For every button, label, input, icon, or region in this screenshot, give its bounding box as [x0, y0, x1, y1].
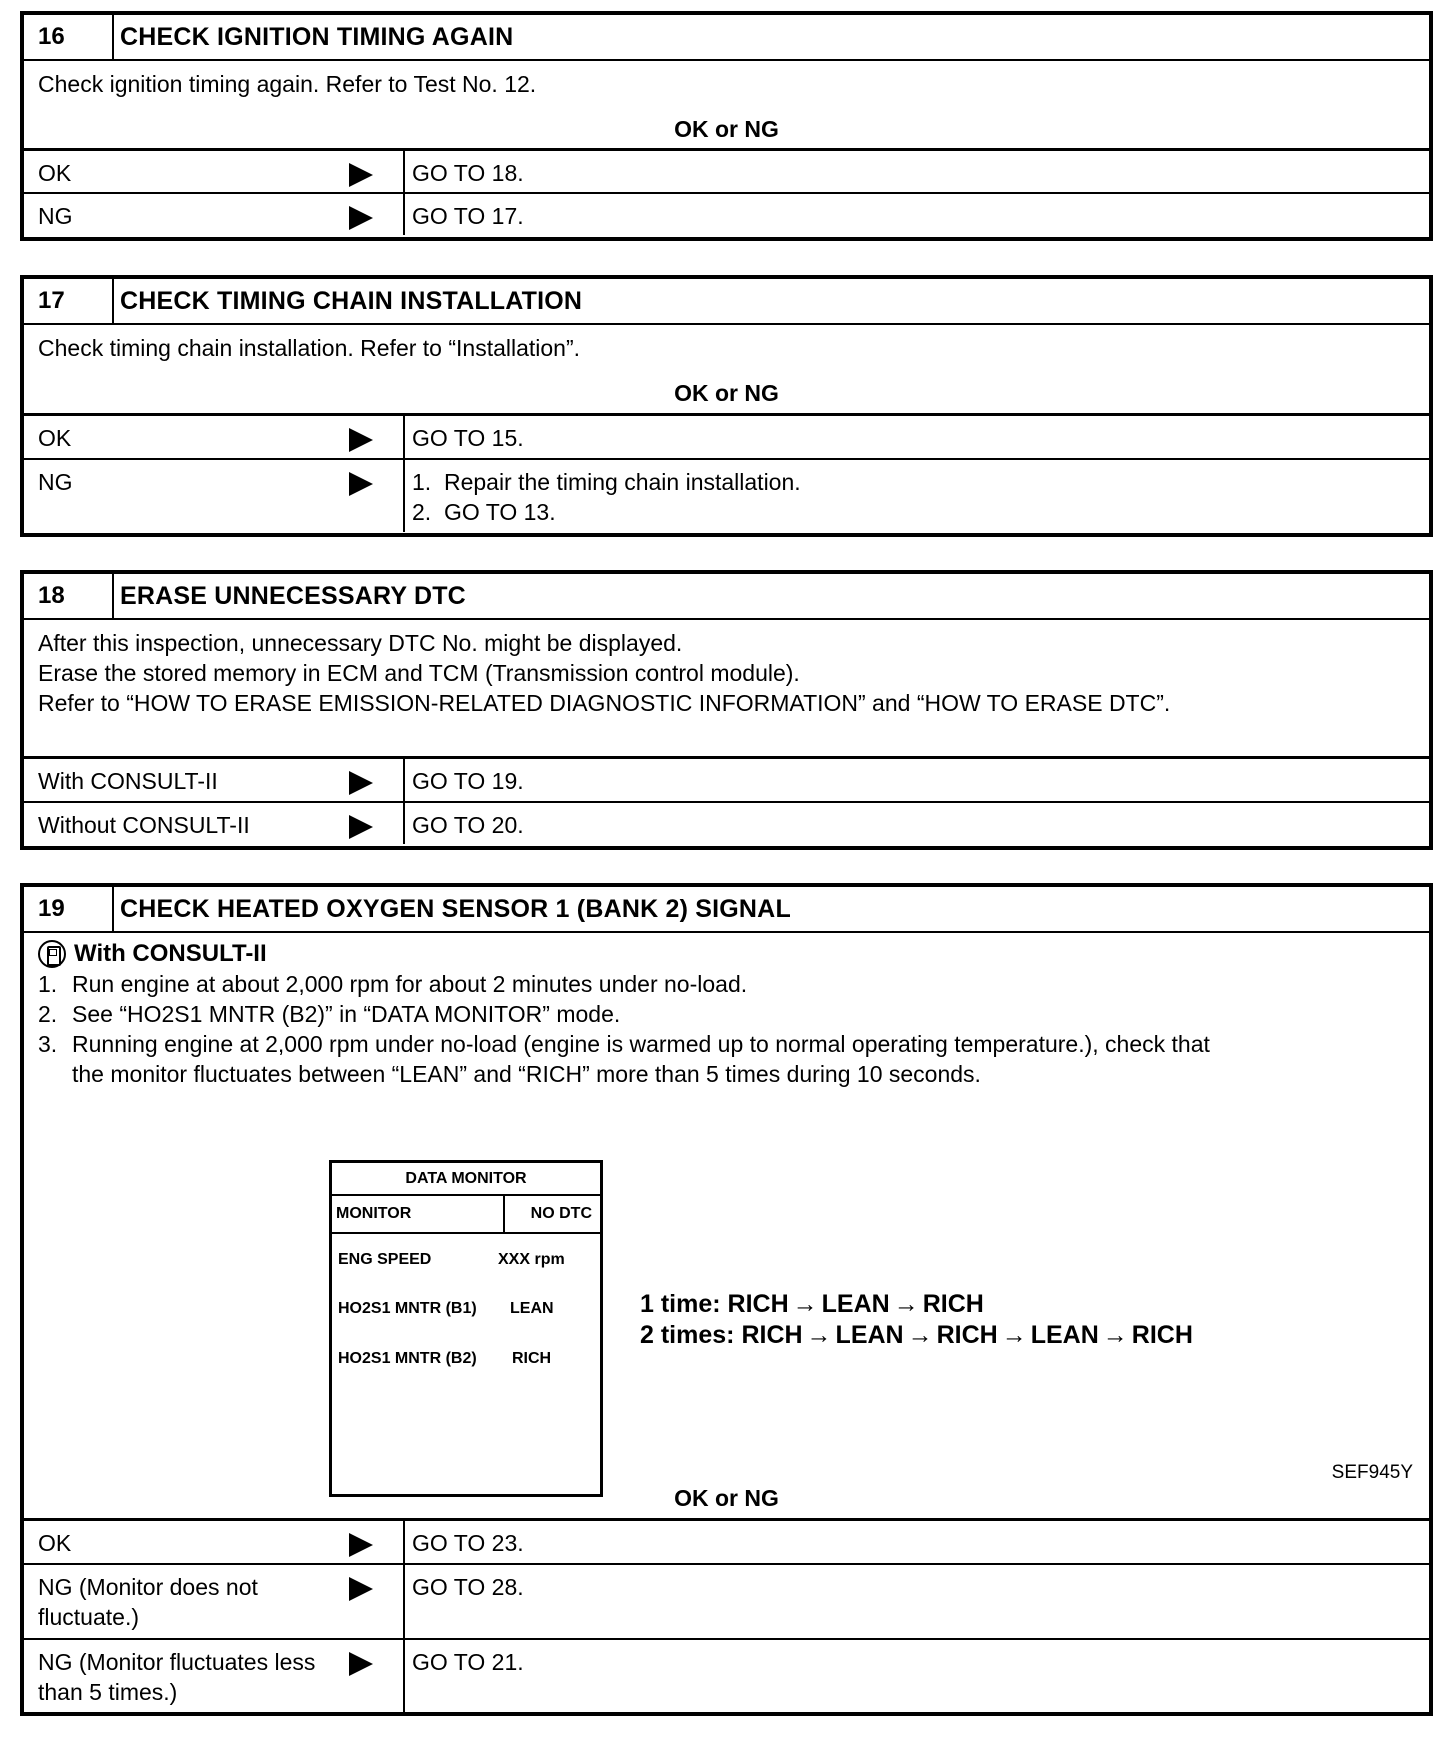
instruction-item	[38, 1029, 1415, 1089]
cycle-label: 2 times:	[640, 1321, 735, 1349]
right-arrow-icon: →	[907, 1321, 933, 1349]
monitor-item-value: RICH	[512, 1350, 552, 1367]
cycle-example-1	[640, 1289, 984, 1320]
instruction-text: After this inspection, unnecessary DTC No. might be displayed.	[38, 630, 683, 656]
data-monitor-header	[332, 1196, 600, 1234]
option-condition: NG (Monitor does not fluctuate.)	[38, 1574, 258, 1630]
right-arrow-icon: →	[1001, 1321, 1027, 1349]
option-row-ng[interactable]	[24, 458, 1429, 532]
play-arrow-icon	[349, 771, 373, 795]
option-row-ng-no-fluctuation[interactable]	[24, 1563, 1429, 1638]
option-result[interactable]: GO TO 17.	[412, 203, 524, 229]
right-arrow-icon: →	[893, 1290, 919, 1318]
step-18	[20, 570, 1433, 850]
play-arrow-icon	[349, 1652, 373, 1676]
instruction-item	[38, 999, 1415, 1029]
dtc-status-label: NO DTC	[530, 1205, 592, 1222]
step-number: 18	[24, 574, 114, 618]
monitor-column-label: MONITOR	[332, 1196, 505, 1232]
right-arrow-icon: →	[792, 1290, 818, 1318]
option-row-ok[interactable]	[24, 1518, 1429, 1563]
step-header	[24, 15, 1429, 61]
option-row-ng[interactable]	[24, 192, 1429, 235]
state: RICH	[727, 1290, 789, 1318]
instruction-item	[38, 969, 1415, 999]
instruction-text: Check ignition timing again. Refer to Test No. 12.	[38, 71, 537, 97]
option-condition: OK	[38, 425, 72, 451]
right-arrow-icon: →	[806, 1321, 832, 1349]
cycle-example-2	[640, 1320, 1193, 1351]
instruction-text: Refer to “HOW TO ERASE EMISSION-RELATED DIAGNOSTIC INFORMATION” and “HOW TO ERASE DTC”.	[38, 690, 1171, 716]
step-16	[20, 11, 1433, 241]
option-result[interactable]: GO TO 15.	[412, 425, 524, 451]
option-row-without-consult[interactable]	[24, 801, 1429, 844]
instruction-text: Erase the stored memory in ECM and TCM (Transmission control module).	[38, 660, 800, 686]
option-result[interactable]: GO TO 20.	[412, 812, 524, 838]
monitor-item-label: ENG SPEED	[338, 1251, 432, 1268]
option-row-ok[interactable]	[24, 148, 1429, 192]
step-body	[24, 933, 1429, 1518]
result-line: 1. Repair the timing chain installation.	[412, 469, 801, 495]
step-body	[24, 325, 1429, 413]
play-arrow-icon	[349, 1533, 373, 1557]
item-text: Run engine at about 2,000 rpm for about 2 minutes under no-load.	[72, 971, 748, 997]
ok-or-ng-label: OK or NG	[674, 1485, 779, 1511]
step-title: ERASE UNNECESSARY DTC	[120, 582, 466, 610]
monitor-item-label: HO2S1 MNTR (B2)	[338, 1350, 477, 1367]
option-condition: With CONSULT-II	[38, 768, 218, 794]
play-arrow-icon	[349, 472, 373, 496]
step-title: CHECK TIMING CHAIN INSTALLATION	[120, 287, 583, 315]
ok-or-ng-label: OK or NG	[674, 116, 779, 142]
figure-id: SEF945Y	[1331, 1462, 1413, 1483]
option-result[interactable]: GO TO 19.	[412, 768, 524, 794]
option-condition: NG	[38, 469, 73, 495]
step-17	[20, 275, 1433, 537]
state: LEAN	[1030, 1321, 1099, 1349]
monitor-row	[338, 1294, 554, 1324]
state: LEAN	[835, 1321, 904, 1349]
step-body	[24, 620, 1429, 756]
play-arrow-icon	[349, 815, 373, 839]
state: LEAN	[821, 1290, 890, 1318]
option-row-ng-few-fluctuations[interactable]	[24, 1638, 1429, 1714]
step-header	[24, 887, 1429, 933]
option-condition: OK	[38, 1530, 72, 1556]
step-number: 17	[24, 279, 114, 323]
option-result[interactable]	[405, 460, 1429, 532]
data-monitor-title: DATA MONITOR	[332, 1163, 600, 1196]
step-title: CHECK HEATED OXYGEN SENSOR 1 (BANK 2) SIGNAL	[120, 895, 791, 923]
step-number: 16	[24, 15, 114, 59]
step-body	[24, 61, 1429, 148]
state: RICH	[1131, 1321, 1193, 1349]
ok-or-ng-label: OK or NG	[674, 380, 779, 406]
right-arrow-icon: →	[1102, 1321, 1128, 1349]
item-number: 2.	[38, 1001, 58, 1027]
option-row-with-consult[interactable]	[24, 756, 1429, 801]
option-result[interactable]: GO TO 18.	[412, 160, 524, 186]
step-title: CHECK IGNITION TIMING AGAIN	[120, 23, 514, 51]
step-header	[24, 279, 1429, 325]
option-condition: NG	[38, 203, 73, 229]
monitor-row	[338, 1245, 565, 1275]
option-condition: NG (Monitor fluctuates less than 5 times.)	[38, 1649, 316, 1705]
instruction-text: Check timing chain installation. Refer to “Installation”.	[38, 335, 581, 361]
consult-heading-text: With CONSULT-II	[74, 940, 267, 967]
play-arrow-icon	[349, 163, 373, 187]
consult-tester-icon	[38, 940, 66, 968]
step-19	[20, 883, 1433, 1716]
item-number: 1.	[38, 971, 58, 997]
consult-heading	[38, 939, 1415, 969]
play-arrow-icon	[349, 206, 373, 230]
monitor-item-value: XXX rpm	[498, 1251, 565, 1268]
play-arrow-icon	[349, 1577, 373, 1601]
instruction-list	[38, 969, 1415, 1089]
option-row-ok[interactable]	[24, 413, 1429, 458]
cycle-label: 1 time:	[640, 1290, 721, 1318]
state: RICH	[936, 1321, 998, 1349]
result-line: 2. GO TO 13.	[412, 499, 556, 525]
option-result[interactable]: GO TO 28.	[412, 1574, 524, 1600]
play-arrow-icon	[349, 428, 373, 452]
monitor-row	[338, 1344, 552, 1374]
monitor-item-label: HO2S1 MNTR (B1)	[338, 1300, 477, 1317]
state: RICH	[922, 1290, 984, 1318]
data-monitor-screen	[329, 1160, 603, 1497]
item-text: Running engine at 2,000 rpm under no-load (engine is warmed up to normal operating temperature.), check that the monitor fluctuates between “LEAN” and “RICH” more than 5 times during 10 seconds.	[72, 1031, 1210, 1087]
option-condition: Without CONSULT-II	[38, 812, 250, 838]
item-number: 3.	[38, 1031, 58, 1057]
step-number: 19	[24, 887, 114, 931]
option-condition: OK	[38, 160, 72, 186]
step-header	[24, 574, 1429, 620]
item-text: See “HO2S1 MNTR (B2)” in “DATA MONITOR” mode.	[72, 1001, 621, 1027]
option-result[interactable]: GO TO 23.	[412, 1530, 524, 1556]
monitor-item-value: LEAN	[510, 1300, 554, 1317]
option-result[interactable]: GO TO 21.	[412, 1649, 524, 1675]
state: RICH	[741, 1321, 803, 1349]
